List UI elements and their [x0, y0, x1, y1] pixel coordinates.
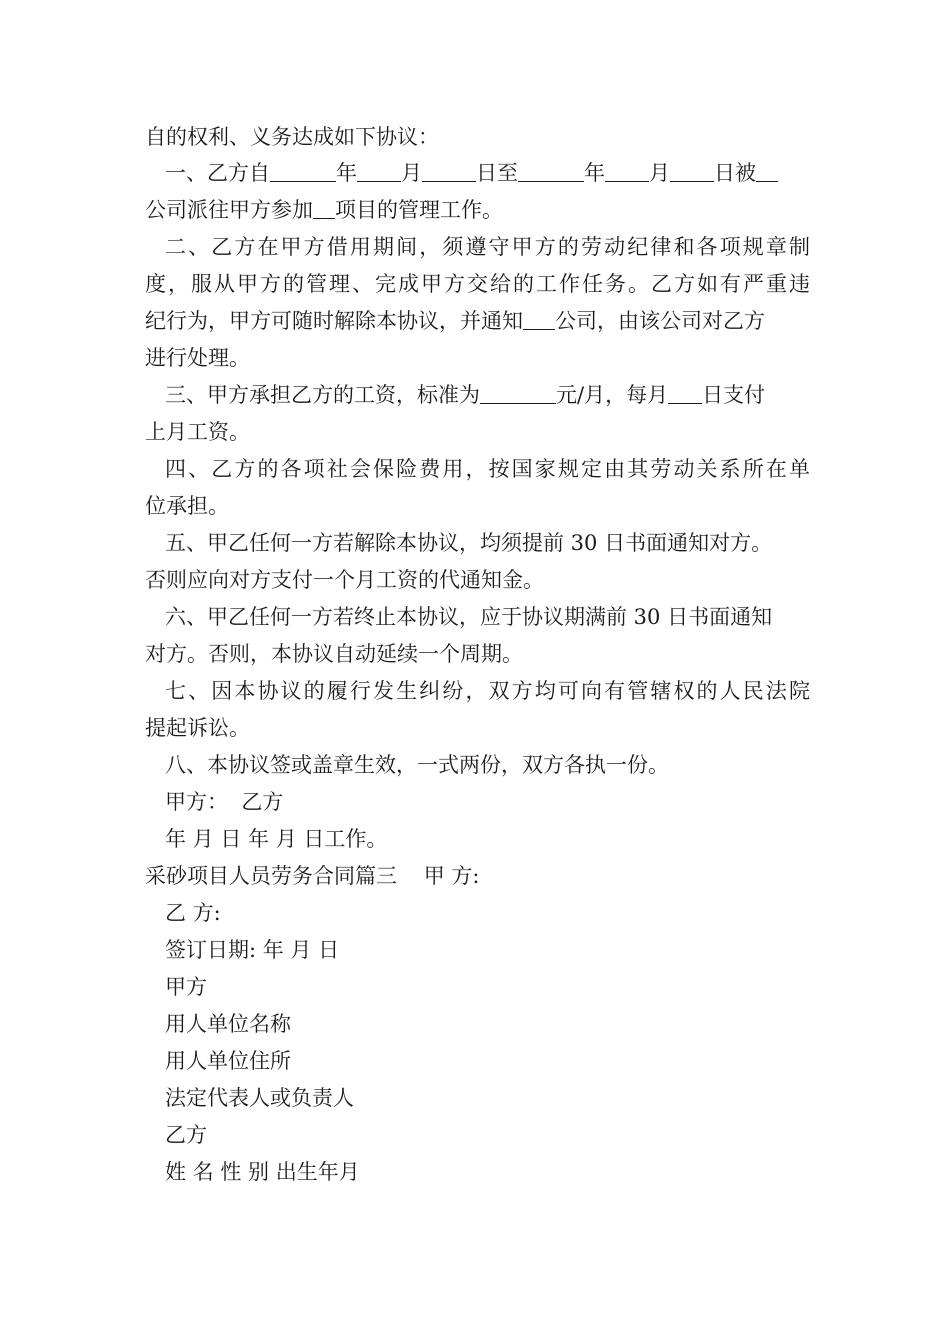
clause-2-line-4: 进行处理。 — [145, 346, 250, 370]
blank-end-day — [670, 161, 714, 182]
signature-parties: 甲方： 乙方 — [165, 790, 284, 814]
blank-end-month — [605, 161, 649, 182]
employer-name-label: 用人单位名称 — [165, 1012, 291, 1036]
clause-3-line-2: 上月工资。 — [145, 420, 250, 444]
blank-project — [313, 198, 335, 219]
blank-dispatch-company — [523, 309, 555, 330]
legal-representative-label: 法定代表人或负责人 — [165, 1086, 354, 1110]
clause-7-line-1: 七、因本协议的履行发生纠纷，双方均可向有管辖权的人民法院 — [165, 679, 810, 703]
blank-pay-day — [668, 383, 702, 404]
clause-2-line-3: 纪行为，甲方可随时解除本协议，并通知 公司，由该公司对乙方 — [145, 309, 765, 333]
clause-5-line-1: 五、甲乙任何一方若解除本协议，均须提前 30 日书面通知对方。 — [165, 531, 773, 555]
clause-2-line-2: 度，服从甲方的管理、完成甲方交给的工作任务。乙方如有严重违 — [145, 272, 810, 296]
blank-start-day — [422, 161, 476, 182]
party-b-heading: 乙方 — [165, 1123, 207, 1147]
party-a-heading: 甲方 — [165, 975, 207, 999]
blank-start-month — [357, 161, 401, 182]
clause-5-line-2: 否则应向对方支付一个月工资的代通知金。 — [145, 568, 544, 592]
clause-1-line-1: 一、乙方自 年 月 日至 年 月 日被 — [145, 159, 810, 187]
clause-2-line-1: 二、乙方在甲方借用期间，须遵守甲方的劳动纪律和各项规章制 — [165, 235, 810, 259]
clause-7-line-2: 提起诉讼。 — [145, 716, 250, 740]
signature-dates: 年 月 日 年 月 日工作。 — [165, 827, 388, 851]
blank-end-year — [518, 161, 584, 182]
clause-4-line-1: 四、乙方的各项社会保险费用，按国家规定由其劳动关系所在单 — [165, 457, 810, 481]
blank-salary — [480, 383, 556, 404]
clause-6-line-2: 对方。否则，本协议自动延续一个周期。 — [145, 642, 523, 666]
clause-4-line-2: 位承担。 — [145, 494, 229, 518]
section-title: 采砂项目人员劳务合同篇三 甲 方: — [145, 864, 480, 888]
party-b-label: 乙 方: — [165, 901, 221, 925]
personal-info-label: 姓 名 性 别 出生年月 — [165, 1160, 360, 1184]
clause-8: 八、本协议签或盖章生效，一式两份，双方各执一份。 — [165, 753, 669, 777]
sign-date-label: 签订日期: 年 月 日 — [165, 938, 340, 962]
text-line-intro: 自的权利、义务达成如下协议： — [145, 125, 439, 149]
employer-address-label: 用人单位住所 — [165, 1049, 291, 1073]
clause-3-line-1: 三、甲方承担乙方的工资，标准为 元/月，每月 日支付 — [165, 383, 766, 407]
clause-6-line-1: 六、甲乙任何一方若终止本协议，应于协议期满前 30 日书面通知 — [165, 605, 773, 629]
clause-1-line-2: 公司派往甲方参加 项目的管理工作。 — [145, 198, 503, 222]
blank-company — [756, 161, 778, 182]
blank-start-year — [270, 161, 336, 182]
